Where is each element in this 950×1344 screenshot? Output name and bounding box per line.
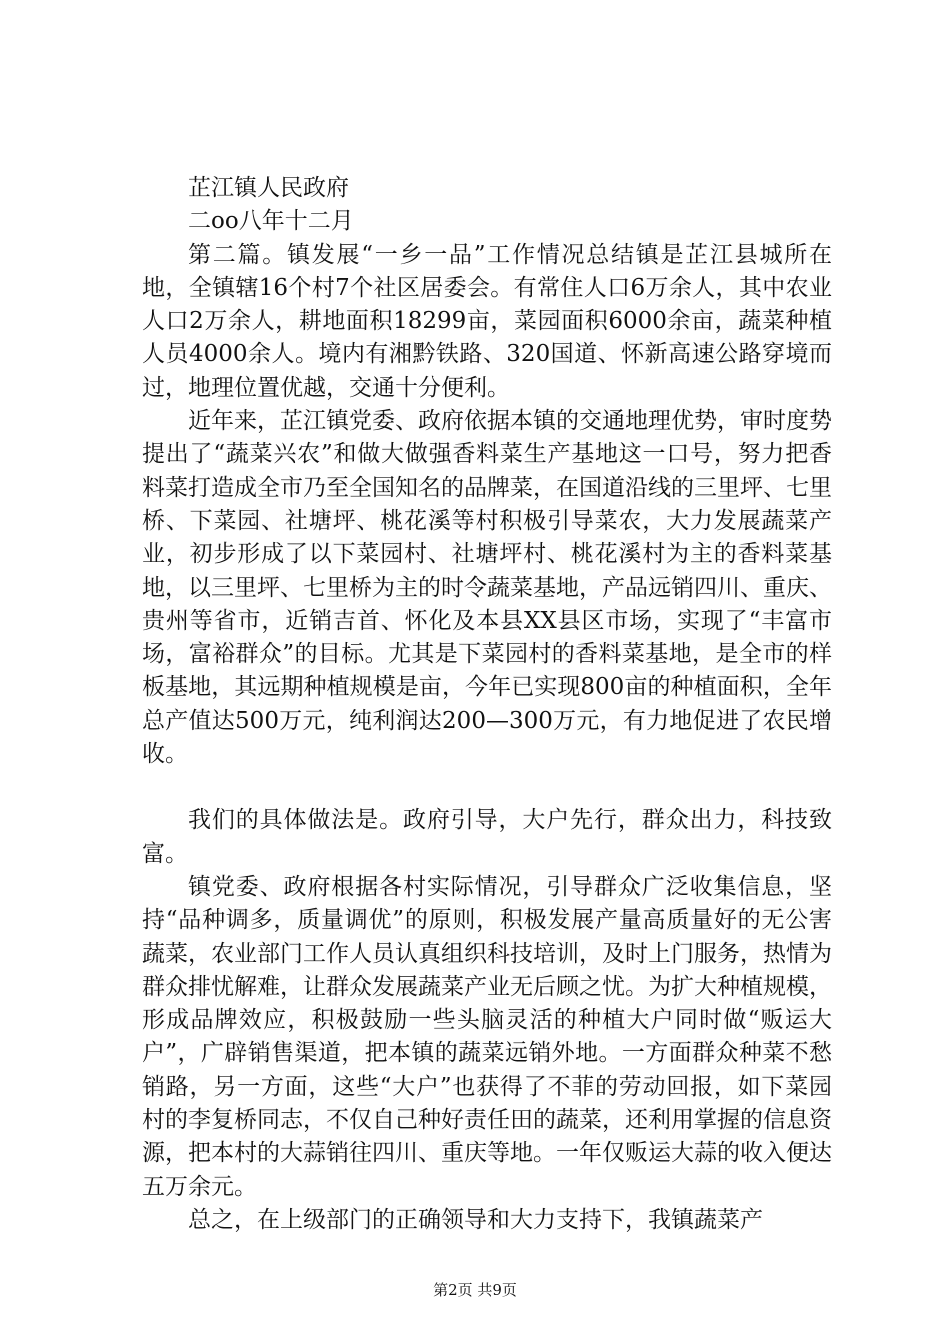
paragraph-conclusion: 总之，在上级部门的正确领导和大力支持下，我镇蔬菜产 <box>188 1206 763 1233</box>
paragraph-intro: 第二篇。镇发展“一乡一品”工作情况总结镇是芷江县城所在地，全镇辖16个村7个社区居委会。有常住人口6万余人，其中农业人口2万余人，耕地面积18299亩，菜园面积6000余亩，蔬菜种植人员4000余人。境内有湘黔铁路、320国道、怀新高速公路穿境而过，地理位置优越，交通十分便利。 <box>142 241 832 401</box>
page-number-footer: 第2页 共9页 <box>433 1281 517 1299</box>
signature-date: 二oo八年十二月 <box>188 208 354 235</box>
paragraph-methods-heading: 我们的具体做法是。政府引导，大户先行，群众出力，科技致富。 <box>142 807 832 867</box>
paragraph-methods-detail: 镇党委、政府根据各村实际情况，引导群众广泛收集信息，坚持“品种调多，质量调优”的原则，积极发展产量高质量好的无公害蔬菜，农业部门工作人员认真组织科技培训，及时上门服务，热情为群众排忧解难，让群众发展蔬菜产业无后顾之忧。为扩大种植规模，形成品牌效应，积极鼓励一些头脑灵活的种植大户同时做“贩运大户”，广辟销售渠道，把本镇的蔬菜远销外地。一方面群众种菜不愁销路，另一方面，这些“大户”也获得了不菲的劳动回报，如下菜园村的李复桥同志，不仅自己种好责任田的蔬菜，还利用掌握的信息资源，把本村的大蒜销往四川、重庆等地。一年仅贩运大蒜的收入便达五万余元。 <box>142 873 832 1200</box>
document-body <box>142 172 832 1237</box>
paragraph-development: 近年来，芷江镇党委、政府依据本镇的交通地理优势，审时度势提出了“蔬菜兴农”和做大做强香料菜生产基地这一口号，努力把香料菜打造成全市乃至全国知名的品牌菜，在国道沿线的三里坪、七里桥、下菜园、社塘坪、桃花溪等村积极引导菜农，大力发展蔬菜产业，初步形成了以下菜园村、社塘坪村、桃花溪村为主的香料菜基地，以三里坪、七里桥为主的时令蔬菜基地，产品远销四川、重庆、贵州等省市，近销吉首、怀化及本县XX县区市场，实现了“丰富市场，富裕群众”的目标。尤其是下菜园村的香料菜基地，是全市的样板基地，其远期种植规模是亩，今年已实现800亩的种植面积，全年总产值达500万元，纯利润达200—300万元，有力地促进了农民增收。 <box>142 408 832 768</box>
signature-org: 芷江镇人民政府 <box>188 175 349 201</box>
